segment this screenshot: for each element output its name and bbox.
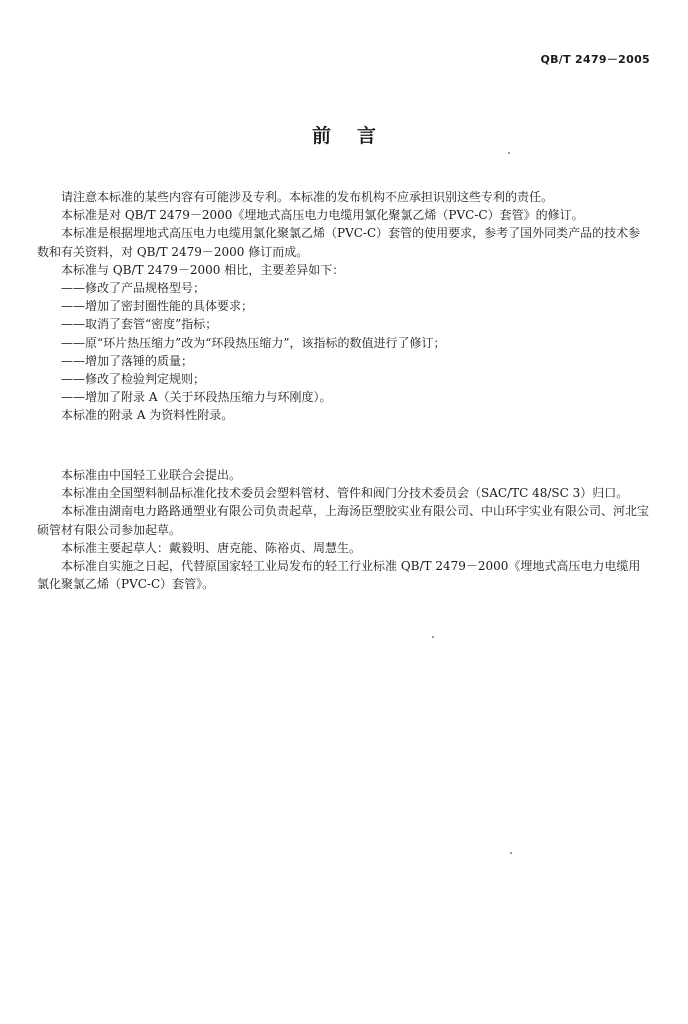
drafting-units: 本标准由湖南电力路路通塑业有限公司负责起草，上海汤臣塑胶实业有限公司、中山环宇实业有限公司、河北宝硕管材有限公司参加起草。 [37, 504, 650, 537]
difference-item: ——修改了检验判定规则； [61, 372, 206, 387]
replacement-statement: 本标准自实施之日起，代替原国家轻工业局发布的轻工行业标准 QB/T 2479－2000《埋地式高压电力电缆用氯化聚氯乙烯（PVC-C）套管》。 [37, 559, 641, 592]
scan-speck [510, 852, 512, 854]
proposer-statement: 本标准由中国轻工业联合会提出。 [61, 468, 242, 482]
centralizing-committee: 本标准由全国塑料制品标准化技术委员会塑料管材、管件和阀门分技术委员会（SAC/TC 48/SC 3）归口。 [61, 486, 629, 501]
scan-speck [432, 636, 434, 638]
differences-intro: 本标准与 QB/T 2479－2000 相比，主要差异如下： [61, 262, 345, 277]
foreword-credits [37, 466, 649, 593]
scan-speck [508, 152, 510, 154]
main-drafters: 本标准主要起草人：戴毅明、唐克能、陈裕贞、周慧生。 [61, 540, 362, 555]
difference-item: ——原“环片热压缩力”改为“环段热压缩力”，该指标的数值进行了修订； [61, 335, 446, 350]
foreword-body [37, 188, 649, 425]
standard-code: QB/T 2479－2005 [540, 53, 650, 66]
revision-statement: 本标准是对 QB/T 2479－2000《埋地式高压电力电缆用氯化聚氯乙烯（PVC-C）套管》的修订。 [61, 208, 584, 223]
difference-item: ——增加了密封圈性能的具体要求； [61, 299, 254, 314]
difference-item: ——增加了落锤的质量； [61, 353, 194, 368]
page-title: 前言 [311, 125, 402, 147]
difference-item: ——取消了套管“密度”指标； [61, 317, 218, 332]
revision-basis: 本标准是根据埋地式高压电力电缆用氯化聚氯乙烯（PVC-C）套管的使用要求，参考了国外同类产品的技术参数和有关资料，对 QB/T 2479－2000 修订而成。 [37, 226, 641, 259]
appendix-note: 本标准的附录 A 为资料性附录。 [61, 408, 234, 423]
patent-notice: 请注意本标准的某些内容有可能涉及专利。本标准的发布机构不应承担识别这些专利的责任。 [61, 190, 554, 204]
difference-item: ——修改了产品规格型号； [61, 281, 206, 296]
difference-item: ——增加了附录 A（关于环段热压缩力与环刚度）。 [61, 390, 332, 405]
